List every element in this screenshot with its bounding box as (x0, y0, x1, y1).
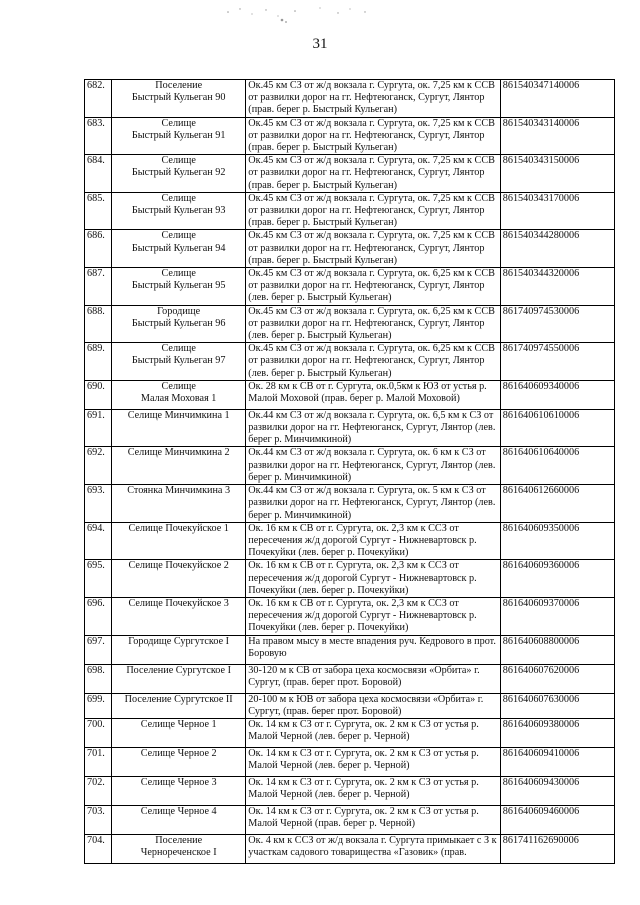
monument-name: Городище Быстрый Кульеган 96 (112, 305, 246, 343)
location-description: Ок. 28 км к СВ от г. Сургута, ок.0,5км к ЮЗ от устья р. Малой Моховой (прав. берег р. Малой Моховой) (246, 380, 500, 409)
monument-name: Селище Быстрый Кульеган 94 (112, 230, 246, 268)
registry-code: 861640609360006 (500, 560, 614, 598)
table-row (85, 485, 615, 523)
row-number: 689. (85, 343, 112, 381)
row-number: 695. (85, 560, 112, 598)
monument-name: Поселение Быстрый Кульеган 90 (112, 80, 246, 118)
monument-name: Селище Быстрый Кульеган 92 (112, 155, 246, 193)
location-description: Ок. 14 км к СЗ от г. Сургута, ок. 2 км к СЗ от устья р. Малой Черной (лев. берег р. Черной) (246, 747, 500, 776)
table-row (85, 560, 615, 598)
location-description: Ок.45 км СЗ от ж/д вокзала г. Сургута, ок. 6,25 км к ССВ от развилки дорог на гг. Нефтеюганск, Сургут, Лянтор (лев. берег р. Быстрый Кульеган) (246, 305, 500, 343)
registry-code: 861740974530006 (500, 305, 614, 343)
monument-name: Поселение Чернореченское I (112, 834, 246, 863)
monument-name: Селище Черное 3 (112, 776, 246, 805)
location-description: Ок. 16 км к СВ от г. Сургута, ок. 2,3 км к ССЗ от пересечения ж/д дорогой Сургут - Нижневартовск р. Почекуйки (лев. берег р. Почекуйки) (246, 560, 500, 598)
row-number: 702. (85, 776, 112, 805)
table-row (85, 305, 615, 343)
location-description: Ок.45 км СЗ от ж/д вокзала г. Сургута, ок. 7,25 км к ССВ от развилки дорог на гг. Нефтеюганск, Сургут, Лянтор (прав. берег р. Быстрый Кульеган) (246, 117, 500, 155)
monument-name: Селище Быстрый Кульеган 91 (112, 117, 246, 155)
location-description: Ок.45 км СЗ от ж/д вокзала г. Сургута, ок. 7,25 км к ССВ от развилки дорог на гг. Нефтеюганск, Сургут, Лянтор (прав. берег р. Быстрый Кульеган) (246, 230, 500, 268)
monuments-table (84, 79, 615, 864)
table-row (85, 776, 615, 805)
row-number: 696. (85, 597, 112, 635)
table-row (85, 80, 615, 118)
row-number: 685. (85, 192, 112, 230)
row-number: 697. (85, 635, 112, 664)
location-description: Ок.45 км СЗ от ж/д вокзала г. Сургута, ок. 6,25 км к ССВ от развилки дорог на гг. Нефтеюганск, Сургут, Лянтор (лев. берег р. Быстрый Кульеган) (246, 343, 500, 381)
monument-name: Селище Минчимкина 1 (112, 409, 246, 447)
location-description: Ок. 14 км к СЗ от г. Сургута, ок. 2 км к СЗ от устья р. Малой Черной (лев. берег р. Черной) (246, 776, 500, 805)
registry-code: 861540344280006 (500, 230, 614, 268)
row-number: 688. (85, 305, 112, 343)
table-row (85, 343, 615, 381)
table-row (85, 230, 615, 268)
monument-name: Селище Быстрый Кульеган 97 (112, 343, 246, 381)
table-row (85, 155, 615, 193)
row-number: 698. (85, 664, 112, 693)
location-description: Ок.45 км СЗ от ж/д вокзала г. Сургута, ок. 7,25 км к ССВ от развилки дорог на гг. Нефтеюганск, Сургут, Лянтор (прав. берег р. Быстрый Кульеган) (246, 192, 500, 230)
table-row (85, 718, 615, 747)
location-description: 30-120 м к СВ от забора цеха космосвязи «Орбита» г. Сургут, (прав. берег прот. Боровой) (246, 664, 500, 693)
registry-code: 861640609380006 (500, 718, 614, 747)
registry-code: 861640609410006 (500, 747, 614, 776)
table-row (85, 664, 615, 693)
monument-name: Городище Сургутское I (112, 635, 246, 664)
location-description: Ок.45 км СЗ от ж/д вокзала г. Сургута, ок. 7,25 км к ССВ от развилки дорог на гг. Нефтеюганск, Сургут, Лянтор (прав. берег р. Быстрый Кульеган) (246, 80, 500, 118)
row-number: 693. (85, 485, 112, 523)
page-number: 31 (312, 36, 328, 52)
table-row (85, 834, 615, 863)
location-description: Ок. 4 км к ССЗ от ж/д вокзала г. Сургута примыкает с З к участкам садового товарищества «Газовик» (прав. (246, 834, 500, 863)
location-description: Ок. 16 км к СВ от г. Сургута, ок. 2,3 км к ССЗ от пересечения ж/д дорогой Сургут - Нижневартовск р. Почекуйки (лев. берег р. Почекуйки) (246, 522, 500, 560)
table-row (85, 268, 615, 306)
registry-code: 861640607630006 (500, 693, 614, 718)
monument-name: Стоянка Минчимкина 3 (112, 485, 246, 523)
registry-code: 861640609340006 (500, 380, 614, 409)
registry-code: 861740974550006 (500, 343, 614, 381)
row-number: 691. (85, 409, 112, 447)
row-number: 687. (85, 268, 112, 306)
table-row (85, 380, 615, 409)
location-description: 20-100 м к ЮВ от забора цеха космосвязи «Орбита» г. Сургут, (прав. берег прот. Боровой) (246, 693, 500, 718)
table-row (85, 747, 615, 776)
location-description: Ок. 14 км к СЗ от г. Сургута, ок. 2 км к СЗ от устья р. Малой Черной (прав. берег р. Черной) (246, 805, 500, 834)
monument-name: Селище Быстрый Кульеган 93 (112, 192, 246, 230)
location-description: Ок. 14 км к СЗ от г. Сургута, ок. 2 км к СЗ от устья р. Малой Черной (лев. берег р. Черной) (246, 718, 500, 747)
monument-name: Селище Почекуйское 3 (112, 597, 246, 635)
location-description: Ок.45 км СЗ от ж/д вокзала г. Сургута, ок. 7,25 км к ССВ от развилки дорог на гг. Нефтеюганск, Сургут, Лянтор (прав. берег р. Быстрый Кульеган) (246, 155, 500, 193)
location-description: Ок. 16 км к СВ от г. Сургута, ок. 2,3 км к ССЗ от пересечения ж/д дорогой Сургут - Нижневартовск р. Почекуйки (лев. берег р. Почекуйки) (246, 597, 500, 635)
monument-name: Селище Почекуйское 2 (112, 560, 246, 598)
table-row (85, 805, 615, 834)
registry-code: 861640608800006 (500, 635, 614, 664)
row-number: 694. (85, 522, 112, 560)
registry-code: 861741162690006 (500, 834, 614, 863)
registry-code: 861640612660006 (500, 485, 614, 523)
row-number: 683. (85, 117, 112, 155)
monument-name: Поселение Сургутское I (112, 664, 246, 693)
location-description: Ок.44 км СЗ от ж/д вокзала г. Сургута, ок. 5 км к СЗ от развилки дорог на гг. Нефтеюганск, Сургут, Лянтор (лев. берег р. Минчимкиной) (246, 485, 500, 523)
row-number: 684. (85, 155, 112, 193)
table-row (85, 635, 615, 664)
registry-code: 861640609350006 (500, 522, 614, 560)
monument-name: Селище Минчимкина 2 (112, 447, 246, 485)
registry-code: 861540343170006 (500, 192, 614, 230)
location-description: Ок.44 км СЗ от ж/д вокзала г. Сургута, ок. 6 км к СЗ от развилки дорог на гг. Нефтеюганск, Сургут, Лянтор (лев. берег р. Минчимкиной) (246, 447, 500, 485)
monument-name: Селище Почекуйское 1 (112, 522, 246, 560)
registry-code: 861540343150006 (500, 155, 614, 193)
table-row (85, 522, 615, 560)
row-number: 699. (85, 693, 112, 718)
registry-code: 861540344320006 (500, 268, 614, 306)
scan-noise (200, 0, 400, 30)
registry-code: 861540343140006 (500, 117, 614, 155)
monument-name: Селище Черное 2 (112, 747, 246, 776)
row-number: 701. (85, 747, 112, 776)
monument-name: Селище Быстрый Кульеган 95 (112, 268, 246, 306)
row-number: 703. (85, 805, 112, 834)
row-number: 704. (85, 834, 112, 863)
table-row (85, 447, 615, 485)
row-number: 690. (85, 380, 112, 409)
row-number: 692. (85, 447, 112, 485)
row-number: 686. (85, 230, 112, 268)
table-row (85, 409, 615, 447)
monument-name: Селище Черное 1 (112, 718, 246, 747)
registry-code: 861640609460006 (500, 805, 614, 834)
table-row (85, 117, 615, 155)
registry-code: 861640607620006 (500, 664, 614, 693)
row-number: 700. (85, 718, 112, 747)
location-description: Ок.44 км СЗ от ж/д вокзала г. Сургута, ок. 6,5 км к СЗ от развилки дорог на гг. Нефтеюганск, Сургут, Лянтор (лев. берег р. Минчимкиной) (246, 409, 500, 447)
row-number: 682. (85, 80, 112, 118)
registry-code: 861640610610006 (500, 409, 614, 447)
location-description: Ок.45 км СЗ от ж/д вокзала г. Сургута, ок. 6,25 км к ССВ от развилки дорог на гг. Нефтеюганск, Сургут, Лянтор (лев. берег р. Быстрый Кульеган) (246, 268, 500, 306)
table-row (85, 693, 615, 718)
location-description: На правом мысу в месте впадения руч. Кедрового в прот. Боровую (246, 635, 500, 664)
registry-code: 861640610640006 (500, 447, 614, 485)
monument-name: Селище Малая Моховая 1 (112, 380, 246, 409)
registry-code: 861640609370006 (500, 597, 614, 635)
table-row (85, 192, 615, 230)
table-row (85, 597, 615, 635)
registry-code: 861640609430006 (500, 776, 614, 805)
registry-code: 861540347140006 (500, 80, 614, 118)
monument-name: Селище Черное 4 (112, 805, 246, 834)
monument-name: Поселение Сургутское II (112, 693, 246, 718)
